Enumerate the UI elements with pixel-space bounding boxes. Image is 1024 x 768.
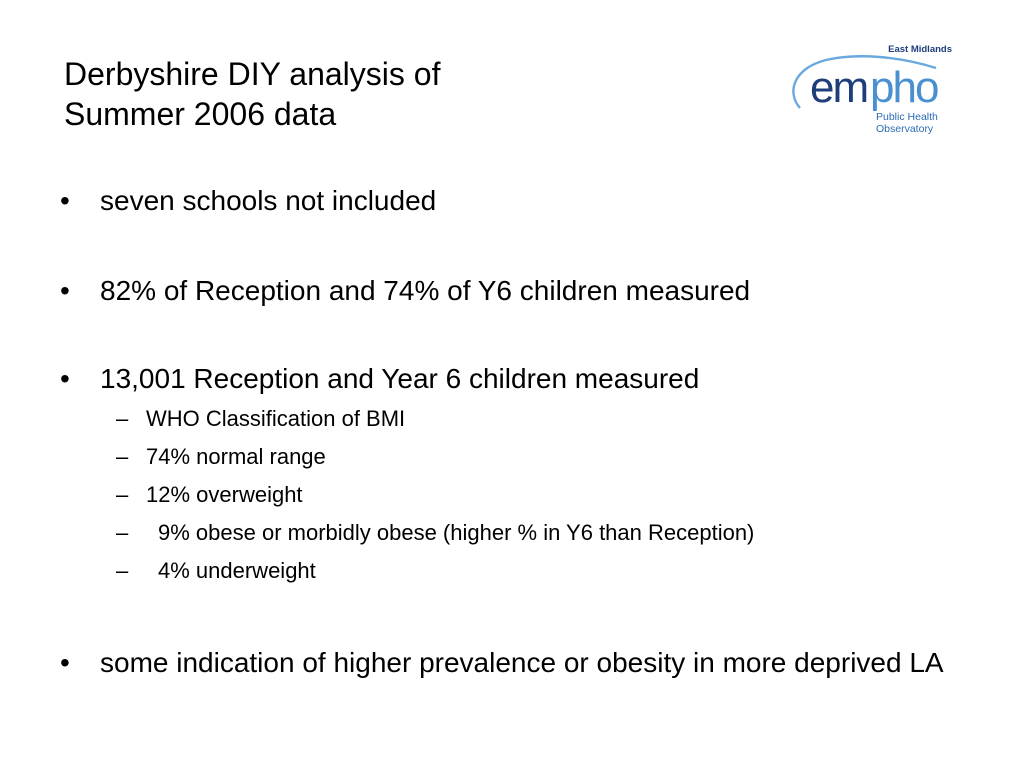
dash-icon: – (116, 482, 129, 507)
sub-bullet-text: 12% overweight (146, 482, 303, 507)
logo-line-1: Public Health (876, 111, 938, 123)
dash-icon: – (116, 444, 129, 469)
sub-bullet-item (60, 476, 990, 514)
bullet-item (60, 184, 990, 218)
dash-icon: – (116, 558, 129, 583)
bullet-item (60, 362, 990, 396)
bullet-dot-icon: • (60, 275, 70, 306)
sub-bullet-item (60, 400, 990, 438)
bullet-dot-icon: • (60, 185, 70, 216)
logo-line-2: Observatory (876, 123, 934, 135)
bullet-text: seven schools not included (100, 185, 437, 216)
logo-brand-em: em (810, 63, 868, 112)
bullet-item (60, 274, 990, 308)
bullet-text: some indication of higher prevalence or obesity in more deprived LA (100, 647, 944, 678)
title-line-2: Summer 2006 data (64, 96, 337, 132)
bullet-dot-icon: • (60, 363, 70, 394)
empho-logo-graphic (786, 40, 956, 140)
bullet-dot-icon: • (60, 647, 70, 678)
sub-bullet-item (60, 438, 990, 476)
sub-bullet-text: 4% underweight (158, 558, 316, 583)
dash-icon: – (116, 406, 129, 431)
slide-title (64, 54, 440, 134)
sub-bullet-item (60, 552, 990, 590)
title-line-1: Derbyshire DIY analysis of (64, 56, 441, 92)
sub-bullet-list (60, 400, 990, 590)
dash-icon: – (116, 520, 129, 545)
bullet-item (60, 646, 990, 680)
sub-bullet-item (60, 514, 990, 552)
empho-logo (786, 40, 956, 140)
sub-bullet-text: 9% obese or morbidly obese (higher % in Y6 than Reception) (158, 520, 755, 545)
bullet-list (60, 178, 990, 680)
bullet-text: 82% of Reception and 74% of Y6 children measured (100, 275, 751, 306)
sub-bullet-text: WHO Classification of BMI (146, 406, 406, 431)
bullet-text: 13,001 Reception and Year 6 children measured (100, 363, 700, 394)
sub-bullet-text: 74% normal range (146, 444, 326, 469)
logo-region-text: East Midlands (888, 44, 952, 55)
logo-brand-pho: pho (870, 63, 938, 112)
